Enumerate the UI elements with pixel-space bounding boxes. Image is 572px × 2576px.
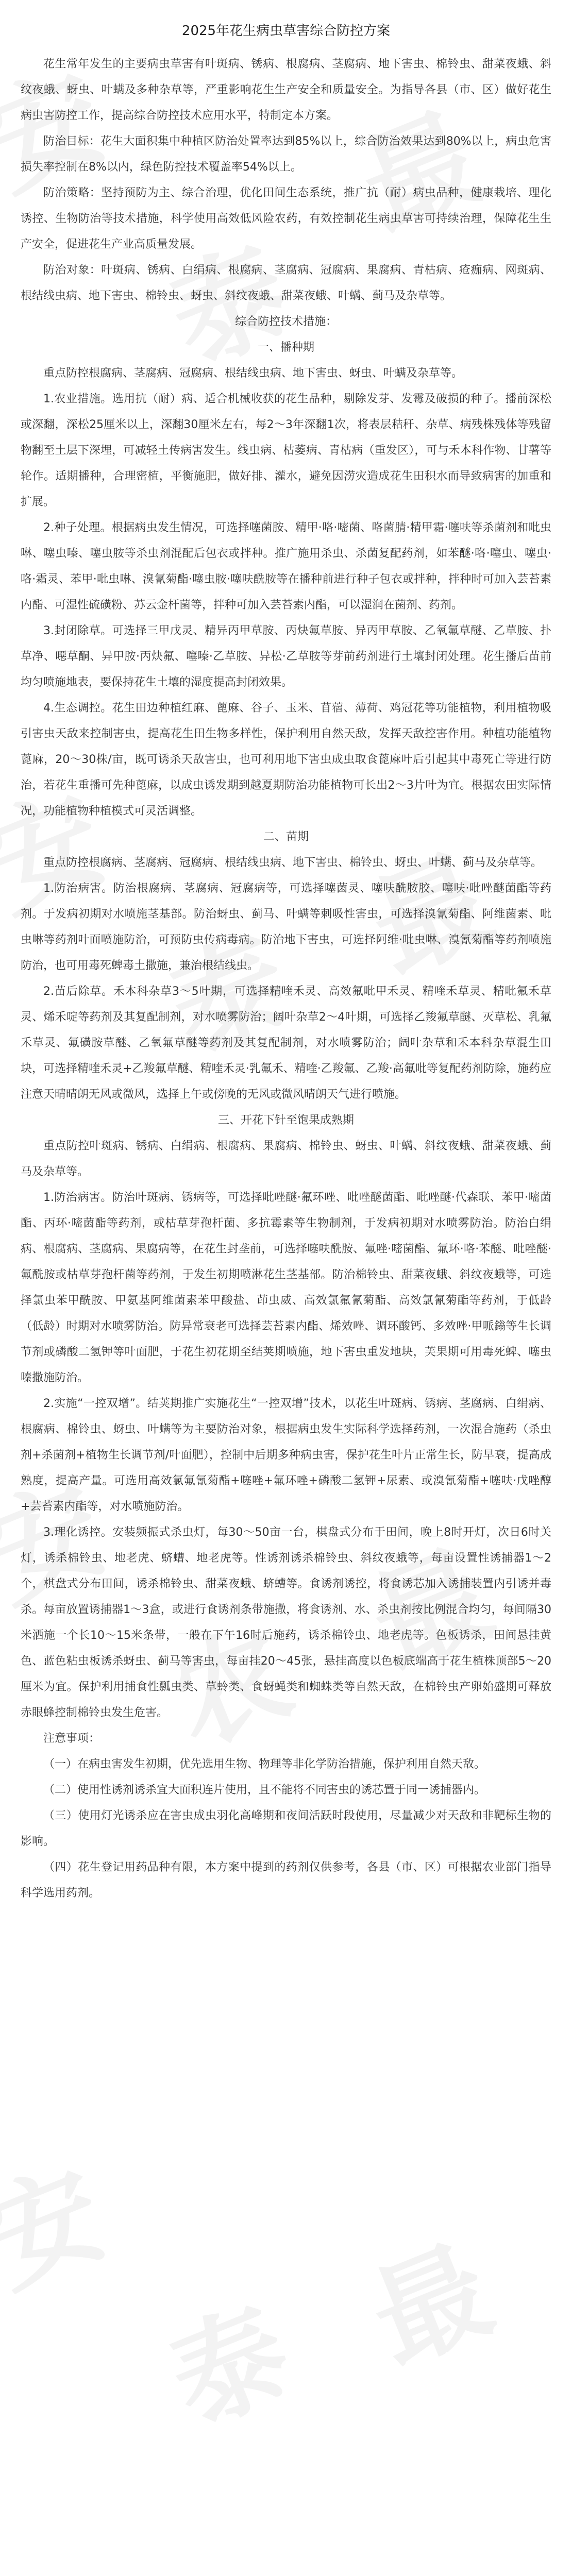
paragraph-list: [21, 52, 551, 1906]
watermark-char: [345, 2200, 511, 2393]
watermark-char: [144, 2262, 310, 2455]
paragraph: 4.生态调控。花生田边种植红麻、蓖麻、谷子、玉米、苜蓿、薄荷、鸡冠花等功能植物，利用植物吸引害虫天敌来控制害虫，提高花生田生物多样性，保护利用自然天敌，发挥天敌控害作用。种植功能植物蓖麻，20～30株/亩，既可诱杀天敌害虫，也可利用地下害虫成虫取食蓖麻叶后引起其中毒死亡等进行防治，若花生重播可先种蓖麻，以成虫诱发期到越夏期防治功能植物可长出2～3片叶为宜。根据农田实际情况，功能植物种植模式可灵活调整。: [21, 702, 551, 818]
paragraph: 1.防治病害。防治根腐病、茎腐病、冠腐病等，可选择噻菌灵、噻呋酰胺胶、噻呋·吡唑醚菌酯等药剂。于发病初期对水喷施茎基部。防治蚜虫、蓟马、叶螨等刺吸性害虫，可选择溴氰菊酯、阿维菌素、吡虫啉等药剂叶面喷施防治，可预防虫传病毒病。防治地下害虫，可选择阿维·吡虫啉、溴氰菊酯等药剂喷施防治，也可用毒死蜱毒土撒施，兼治根结线虫。: [21, 882, 551, 972]
paragraph: 2.实施“一控双增”。结荚期推广实施花生“一控双增”技术，以花生叶斑病、锈病、茎腐病、白绢病、根腐病、棉铃虫、蚜虫、叶螨等为主要防治对象，根据病虫发生实际科学选择药剂，一次混合施药（杀虫剂+杀菌剂+植物生长调节剂/叶面肥），控制中后期多种病虫害，保护花生叶片正常生长，防早衰，提高成熟度，提高产量。可选用高效氯氟氰菊酯+噻唑+氟环唑+磷酸二氢钾+尿素、或溴氰菊酯+噻呋·戊唑醇+芸苔素内酯等，对水喷施防治。: [21, 1397, 551, 1513]
paragraph: 3.理化诱控。安装频振式杀虫灯，每30～50亩一台，棋盘式分布于田间，晚上8时开灯，次日6时关灯，诱杀棉铃虫、地老虎、蛴螬、地老虎等。性诱剂诱杀棉铃虫、斜纹夜蛾等，每亩设置性诱捕器1～2个，棋盘式分布田间，诱杀棉铃虫、甜菜夜蛾、蛴螬等。食诱剂诱控，将食诱芯加入诱捕装置内引诱并毒杀。每亩放置诱捕器1～3盒，或进行食诱剂条带施撒，将食诱剂、水、杀虫剂按比例混合均匀，每间隔30米洒施一个长10～15米条带，一般在下午16时后施药，诱杀棉铃虫、地老虎等。色板诱杀，田间悬挂黄色、蓝色粘虫板诱杀蚜虫、蓟马等害虫，每亩挂20～45张，悬挂高度以色板底端高于花生植株顶部5～20厘米为宜。保护利用捕食性瓢虫类、草蛉类、食蚜蝇类和蜘蛛类等自然天敌，在棉铃虫产卵始盛期可释放赤眼蜂控制棉铃虫发生危害。: [21, 1526, 551, 1719]
paragraph: 重点防控根腐病、茎腐病、冠腐病、根结线虫病、地下害虫、蚜虫、叶螨及杂草等。: [43, 367, 463, 380]
paragraph: （四）花生登记用药品种有限，本方案中提到的药剂仅供参考，各县（市、区）可根据农业部门指导科学选用药剂。: [21, 1861, 551, 1900]
paragraph: 2.苗后除草。禾本科杂草3～5叶期，可选择精喹禾灵、高效氟吡甲禾灵、精喹禾草灵、精吡氟禾草灵、烯禾啶等药剂及其复配制剂，对水喷雾防治；阔叶杂草2～4叶期，可选择乙羧氟草醚、灭草松、乳氟禾草灵、氟磺胺草醚、乙氧氟草醚等药剂及其复配制剂，对水喷雾防治；阔叶杂草和禾本科杂草混生田块，可选择精喹禾灵+乙羧氟草醚、精喹禾灵·乳氟禾、精喹·乙羧氟、乙羧·高氟吡等复配药剂防除，施药应注意天晴晴朗无风或微风，选择上午或傍晚的无风或微风晴朗天气进行喷施。: [21, 985, 551, 1101]
paragraph: 重点防控叶斑病、锈病、白绢病、根腐病、果腐病、棉铃虫、蚜虫、叶螨、斜纹夜蛾、甜菜夜蛾、蓟马及杂草等。: [21, 1140, 551, 1178]
paragraph: （二）使用性诱剂诱杀宜大面积连片使用，且不能将不同害虫的诱芯置于同一诱捕器内。: [43, 1784, 486, 1797]
paragraph: 1.农业措施。选用抗（耐）病、适合机械收获的花生品种，剔除发芽、发霉及破损的种子。播前深松或深翻，深松25厘米以上，深翻30厘米左右，每2～3年深翻1次，将表层秸秆、杂草、病残株残体等残留物翻至土层下深埋，可减轻土传病害发生。线虫病、枯萎病、青枯病（重发区），可与禾本科作物、甘薯等轮作。适期播种，合理密植，平衡施肥，做好排、灌水，避免因涝灾造成花生田积水而导致病害的加重和扩展。: [21, 393, 551, 509]
paragraph: （一）在病虫害发生初期，优先选用生物、物理等非化学防治措施，保护利用自然天敌。: [43, 1758, 486, 1771]
paragraph: 1.防治病害。防治叶斑病、锈病等，可选择吡唑醚·氟环唑、吡唑醚菌酯、吡唑醚·代森联、苯甲·嘧菌酯、丙环·嘧菌酯等药剂，或枯草芽孢杆菌、多抗霉素等生物制剂，于发病初期对水喷雾防治。防治白绢病、根腐病、茎腐病、果腐病等，在花生封垄前，可选择噻呋酰胺、氟唑·嘧菌酯、氟环·咯·苯醚、吡唑醚·氟酰胺或枯草芽孢杆菌等药剂，于发生初期喷淋花生茎基部。防治棉铃虫、甜菜夜蛾、斜纹夜蛾等，可选择氯虫苯甲酰胺、甲氨基阿维菌素苯甲酸盐、茚虫威、高效氯氟氰菊酯、高效氯氰菊酯等药剂，于低龄（低龄）时期对水喷雾防治。防异常衰老可选择芸苔素内酯、烯效唑、调环酸钙、多效唑·甲哌鎓等生长调节剂或磷酸二氢钾等叶面肥，于花生初花期至结荚期喷施，地下害虫重发地块，芙果期可用毒死蜱、噻虫嗪撒施防治。: [21, 1191, 551, 1384]
paragraph: 花生常年发生的主要病虫草害有叶斑病、锈病、根腐病、茎腐病、地下害虫、棉铃虫、甜菜夜蛾、斜纹夜蛾、蚜虫、叶螨及多种杂草等，严重影响花生生产安全和质量安全。为指导各县（市、区）做好花生病虫害防控工作，提高综合防控技术应用水平，特制定本方案。: [21, 58, 551, 122]
paragraph: 防治目标：花生大面积集中种植区防治处置率达到85%以上，综合防治效果达到80%以上，病虫危害损失率控制在8%以内，绿色防控技术覆盖率54%以上。: [21, 135, 551, 174]
paragraph: 注意事项：: [43, 1732, 100, 1745]
watermark-char: [0, 2123, 124, 2316]
paragraph: （三）使用灯光诱杀应在害虫成虫羽化高峰期和夜间活跃时段使用，尽量减少对天敌和非靶标生物的影响。: [21, 1809, 551, 1848]
paragraph: 重点防控根腐病、茎腐病、冠腐病、根结线虫病、地下害虫、棉铃虫、蚜虫、叶螨、蓟马及杂草等。: [43, 856, 543, 869]
document-body: [21, 21, 551, 1906]
paragraph: 防治策略：坚持预防为主、综合治理，优化田间生态系统，推广抗（耐）病虫品种，健康栽培、理化诱控、生物防治等技术措施，科学使用高效低风险农药，有效控制花生病虫草害可持续治理，保障花生生产安全，促进花生产业高质量发展。: [21, 187, 551, 251]
section-heading: 综合防控技术措施：: [234, 315, 337, 328]
paragraph: 3.封闭除草。可选择三甲戊灵、精异丙甲草胺、丙炔氟草胺、异丙甲草胺、乙氧氟草醚、乙草胺、扑草净、噁草酮、异甲胺·丙炔氟、噻嗪·乙草胺、异松·乙草胺等芽前药剂进行土壤封闭处理。花生播后苗前均匀喷施地表，要保持花生土壤的湿度提高封闭效果。: [21, 624, 551, 689]
section-heading: 一、播种期: [257, 341, 314, 354]
paragraph: 2.种子处理。根据病虫发生情况，可选择噻菌胺、精甲·咯·嘧菌、咯菌腈·精甲霜·噻呋等杀菌剂和吡虫啉、噻虫嗪、噻虫胺等杀虫剂混配后包衣或拌种。推广施用杀虫、杀菌复配药剂，如苯醚·咯·噻虫、噻虫·咯·霜灵、苯甲·吡虫啉、溴氰菊酯·噻虫胺·噻呋酰胺等在播种前进行种子包衣或拌种，拌种时可加入芸苔素内酯、可湿性硫磺粉、苏云金杆菌等，拌种可加入芸苔素内酯，可以湿润在菌剂、药剂。: [21, 521, 551, 612]
section-heading: 三、开花下针至饱果成熟期: [217, 1114, 354, 1127]
paragraph: 防治对象：叶斑病、锈病、白绢病、根腐病、茎腐病、冠腐病、果腐病、青枯病、疮痂病、网斑病、根结线虫病、地下害虫、棉铃虫、蚜虫、斜纹夜蛾、甜菜夜蛾、叶螨、蓟马及杂草等。: [21, 264, 551, 302]
document-title: 2025年花生病虫草害综合防控方案: [181, 23, 391, 39]
section-heading: 二、苗期: [263, 831, 309, 843]
